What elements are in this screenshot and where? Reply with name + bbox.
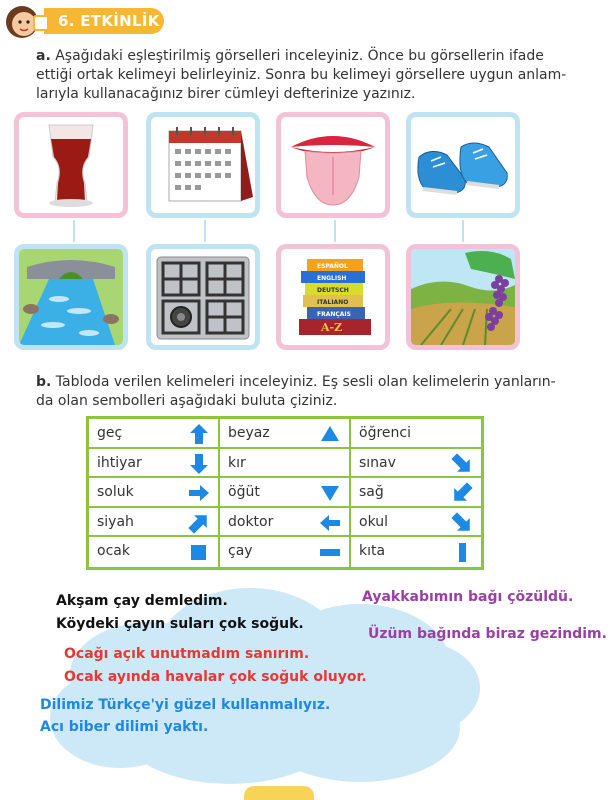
image-calendar <box>146 112 260 218</box>
table-cell <box>351 449 481 479</box>
table-cell <box>351 478 481 508</box>
table-cell <box>220 478 351 508</box>
table-cell <box>220 449 351 479</box>
book-label-espanol: ESPAÑOL <box>317 263 348 270</box>
table-cell <box>220 508 351 538</box>
calendar-icon <box>151 117 255 213</box>
stove-icon <box>151 249 255 345</box>
arrow-left-icon <box>319 512 341 534</box>
arrow-up-right-icon <box>188 512 210 534</box>
image-river-bridge <box>14 244 128 350</box>
book-label-a-z: A-Z <box>321 321 343 334</box>
spade-icon <box>451 423 473 445</box>
triangle-up-icon <box>319 423 341 445</box>
section-b-line-1 <box>36 373 556 392</box>
table-word: doktor <box>228 513 274 530</box>
table-word: beyaz <box>228 425 270 441</box>
answer-purple-1: Ayakkabımın bağı çözüldü. <box>362 589 574 605</box>
table-word: geç <box>97 425 123 441</box>
table-word: siyah <box>97 513 134 530</box>
image-tongue <box>276 112 390 218</box>
image-tea-glass <box>14 112 128 218</box>
book-label-italiano: ITALIANO <box>317 299 349 306</box>
section-a-line-2: ettiği ortak kelimeyi belirleyiniz. Sonra bu kelimeyi görsellere uygun anlam- <box>36 67 567 83</box>
image-vineyard <box>406 244 520 350</box>
arrow-right-icon <box>188 482 210 504</box>
table-cell <box>89 508 220 538</box>
answer-blue-1: Dilimiz Türkçe'yi güzel kullanmalıyız. <box>40 697 331 713</box>
answer-purple-2: Üzüm bağında biraz gezindim. <box>368 626 607 642</box>
table-word: ocak <box>97 543 130 560</box>
section-b-line-2: da olan sembolleri aşağıdaki buluta çiziniz. <box>36 393 338 409</box>
table-cell <box>89 419 220 449</box>
table-cell <box>220 419 351 449</box>
table-cell <box>89 478 220 508</box>
river-bridge-icon <box>19 249 123 345</box>
section-a-line-3: larıyla kullanacağınız birer cümleyi defterinize yazınız. <box>36 86 416 102</box>
table-word: çay <box>228 543 253 560</box>
answer-black-1: Akşam çay demledim. <box>56 593 228 609</box>
section-b-letter: b. <box>36 374 52 390</box>
image-dictionaries <box>276 244 390 350</box>
table-word: öğrenci <box>359 425 411 441</box>
table-word: soluk <box>97 484 134 501</box>
heart-icon <box>319 453 341 475</box>
table-word: okul <box>359 513 389 530</box>
bar-horizontal-icon <box>319 541 341 563</box>
arrow-down-icon <box>188 453 210 475</box>
book-label-english: ENGLISH <box>317 275 347 282</box>
sneakers-icon <box>411 117 515 213</box>
bar-vertical-icon <box>451 541 473 563</box>
table-cell <box>351 419 481 449</box>
arrow-down-left-icon <box>451 482 473 504</box>
dictionaries-icon <box>281 249 385 345</box>
table-word: sağ <box>359 484 384 501</box>
section-a-text-1: Aşağıdaki eşleştirilmiş görselleri inceleyiniz. Önce bu görsellerin ifade <box>50 48 544 64</box>
section-a-letter: a. <box>36 48 51 64</box>
tongue-icon <box>281 117 385 213</box>
page-number-tab <box>244 786 314 800</box>
answer-cloud <box>0 578 608 794</box>
vineyard-icon <box>411 249 515 345</box>
arrow-down-right-icon <box>451 453 473 475</box>
triangle-down-icon <box>319 482 341 504</box>
answer-black-2: Köydeki çayın suları çok soğuk. <box>56 616 304 632</box>
table-cell <box>220 537 351 567</box>
tea-glass-icon <box>19 117 123 213</box>
table-word: sınav <box>359 454 396 471</box>
table-cell <box>89 449 220 479</box>
table-cell <box>351 508 481 538</box>
table-word: kır <box>228 454 246 471</box>
book-label-deutsch: DEUTSCH <box>317 287 349 294</box>
homonym-table <box>86 416 484 570</box>
table-word: kıta <box>359 543 386 560</box>
book-label-francais: FRANÇAIS <box>317 311 351 318</box>
answer-red-2: Ocak ayında havalar çok soğuk oluyor. <box>64 669 367 685</box>
table-word: öğüt <box>228 484 260 501</box>
answer-blue-2: Acı biber dilimi yaktı. <box>40 719 209 735</box>
activity-label: 6. ETKİNLİK <box>58 12 160 30</box>
answer-red-1: Ocağı açık unutmadım sanırım. <box>64 646 310 662</box>
image-stove <box>146 244 260 350</box>
square-icon <box>188 541 210 563</box>
section-b-text-1: Tabloda verilen kelimeleri inceleyiniz. Eş sesli olan kelimelerin yanların- <box>51 374 556 390</box>
arrow-up-icon <box>188 423 210 445</box>
image-sneakers <box>406 112 520 218</box>
arrow-down-right-icon <box>451 512 473 534</box>
table-word: ihtiyar <box>97 454 142 471</box>
table-cell <box>89 537 220 567</box>
table-cell <box>351 537 481 567</box>
